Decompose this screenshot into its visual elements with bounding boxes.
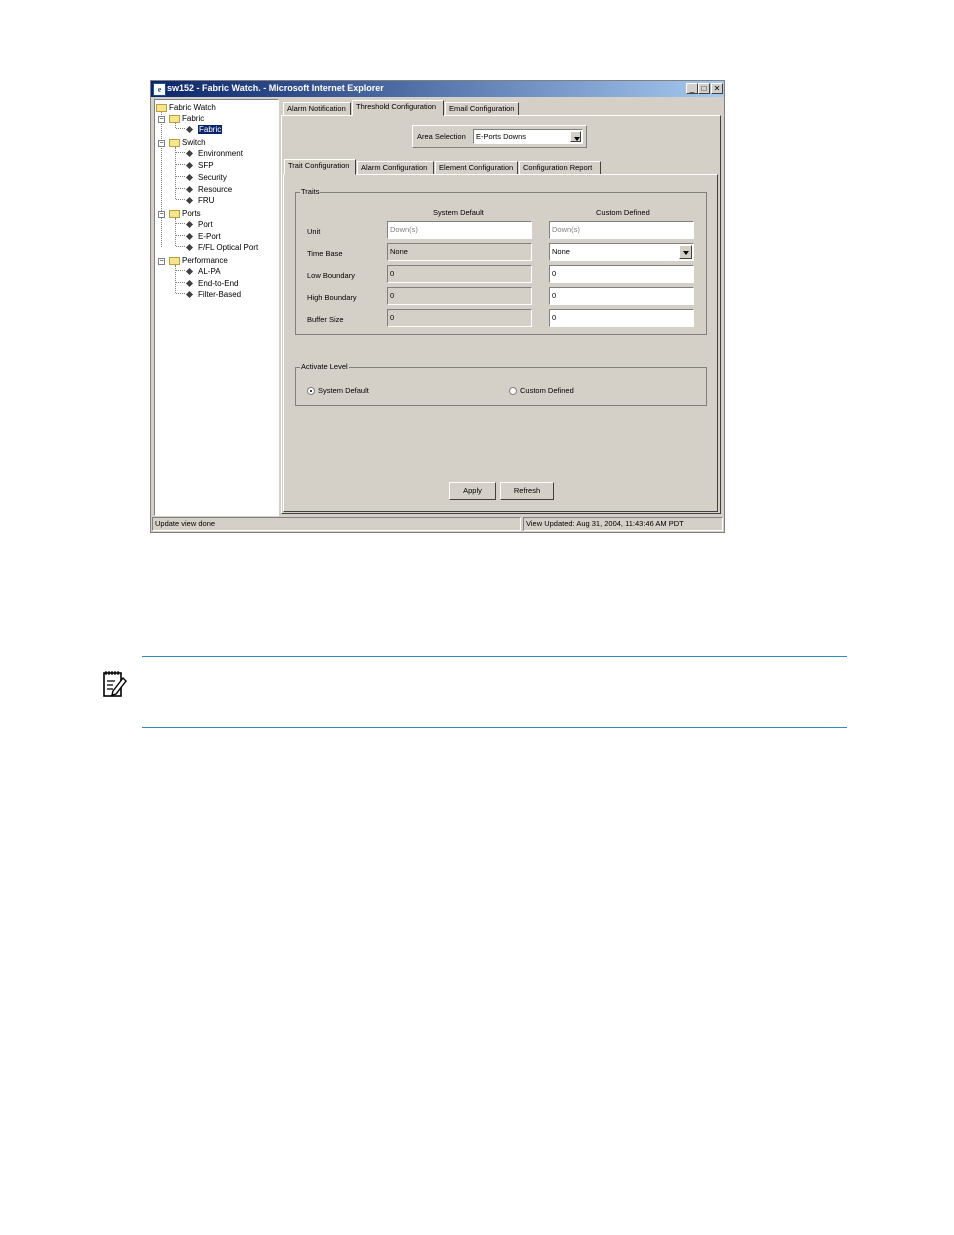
leaf-icon: [186, 186, 193, 193]
tree-item-fru[interactable]: FRU: [187, 196, 214, 206]
unit-custom-field: Down(s): [549, 221, 694, 239]
note-pencil-icon: [103, 669, 127, 699]
trait-label-unit: Unit: [307, 227, 321, 236]
tree-line: [161, 112, 162, 247]
system-default-radio[interactable]: [307, 387, 315, 395]
low-boundary-system-field: 0: [387, 265, 532, 283]
tab-configuration-report[interactable]: Configuration Report: [519, 161, 601, 175]
folder-icon: [169, 139, 180, 147]
area-selection-label: Area Selection: [417, 132, 466, 141]
tree-line: [176, 164, 185, 165]
buffer-size-system-field: 0: [387, 309, 532, 327]
window-title: sw152 - Fabric Watch. - Microsoft Internet Explorer: [167, 83, 384, 93]
tree-line: [176, 235, 185, 236]
collapse-icon[interactable]: −: [159, 211, 164, 218]
close-button[interactable]: ✕: [711, 83, 723, 94]
tab-threshold-configuration[interactable]: Threshold Configuration: [352, 100, 444, 116]
note-bottom-rule: [142, 727, 847, 728]
chevron-down-icon[interactable]: [679, 245, 692, 259]
trait-label-low-boundary: Low Boundary: [307, 271, 355, 280]
tree-line: [176, 246, 185, 247]
time-base-custom-value: None: [552, 247, 570, 256]
traits-group-title: Traits: [301, 187, 320, 196]
unit-system-field: Down(s): [387, 221, 532, 239]
chevron-down-icon[interactable]: [570, 131, 581, 142]
leaf-icon: [186, 280, 193, 287]
area-selection-dropdown[interactable]: [473, 129, 583, 144]
tree-group-ports[interactable]: Ports: [169, 209, 201, 219]
high-boundary-system-field: 0: [387, 287, 532, 305]
leaf-icon: [186, 221, 193, 228]
leaf-icon: [186, 233, 193, 240]
trait-label-high-boundary: High Boundary: [307, 293, 357, 302]
system-default-header: System Default: [433, 208, 484, 217]
activate-level-title: Activate Level: [301, 362, 348, 371]
leaf-icon: [186, 126, 193, 133]
custom-defined-radio[interactable]: [509, 387, 517, 395]
trait-label-time-base: Time Base: [307, 249, 343, 258]
activate-level-group: [295, 362, 707, 406]
tree-line: [176, 176, 185, 177]
tree-item-f-fl-optical-port[interactable]: F/FL Optical Port: [187, 243, 258, 253]
tree-line: [175, 147, 176, 199]
leaf-icon: [186, 174, 193, 181]
tree-line: [176, 128, 185, 129]
traits-group: [295, 187, 707, 335]
maximize-button[interactable]: □: [698, 83, 710, 94]
tree-group-performance[interactable]: Performance: [169, 256, 228, 266]
collapse-icon[interactable]: −: [159, 140, 164, 147]
tree-item-resource[interactable]: Resource: [187, 185, 232, 195]
tab-alarm-configuration[interactable]: Alarm Configuration: [357, 161, 434, 175]
custom-defined-radio-label[interactable]: Custom Defined: [520, 386, 574, 395]
tree-group-switch[interactable]: Switch: [169, 138, 206, 148]
folder-icon: [169, 115, 180, 123]
folder-icon: [156, 104, 167, 112]
threshold-panel: [281, 115, 721, 514]
note-top-rule: [142, 656, 847, 657]
buffer-size-custom-input[interactable]: 0: [549, 309, 694, 327]
low-boundary-custom-input[interactable]: 0: [549, 265, 694, 283]
collapse-icon[interactable]: −: [159, 258, 164, 265]
tree-line: [176, 188, 185, 189]
status-text: Update view done: [152, 517, 521, 531]
collapse-icon[interactable]: −: [159, 116, 164, 123]
tree-item-e-port[interactable]: E-Port: [187, 232, 221, 242]
tree-line: [176, 199, 185, 200]
minimize-button[interactable]: _: [686, 83, 698, 94]
trait-configuration-panel: [283, 174, 718, 512]
ie-icon: e: [153, 83, 166, 96]
tree-item-port[interactable]: Port: [187, 220, 213, 230]
title-bar: [151, 81, 724, 97]
tree-group-fabric[interactable]: Fabric: [169, 114, 204, 124]
tree-line: [176, 282, 185, 283]
tree-line: [176, 270, 185, 271]
tab-element-configuration[interactable]: Element Configuration: [435, 161, 518, 175]
folder-icon: [169, 210, 180, 218]
tab-alarm-notification[interactable]: Alarm Notification: [283, 102, 351, 116]
browser-window: [150, 80, 725, 533]
leaf-icon: [186, 197, 193, 204]
tree-item-fabric[interactable]: Fabric: [187, 125, 222, 135]
tree-line: [176, 152, 185, 153]
leaf-icon: [186, 150, 193, 157]
leaf-icon: [186, 268, 193, 275]
tree-item-sfp[interactable]: SFP: [187, 161, 214, 171]
folder-icon: [169, 257, 180, 265]
navigation-tree: [154, 99, 279, 516]
time-base-system-field: None: [387, 243, 532, 261]
status-view-updated: View Updated: Aug 31, 2004, 11:43:46 AM PDT: [523, 517, 723, 531]
tree-item-end-to-end[interactable]: End-to-End: [187, 279, 238, 289]
area-selection-value: E-Ports Downs: [476, 132, 527, 141]
tree-item-al-pa[interactable]: AL-PA: [187, 267, 221, 277]
system-default-radio-label[interactable]: System Default: [318, 386, 369, 395]
tree-line: [176, 223, 185, 224]
tab-trait-configuration[interactable]: Trait Configuration: [284, 159, 356, 175]
leaf-icon: [186, 244, 193, 251]
trait-label-buffer-size: Buffer Size: [307, 315, 344, 324]
time-base-custom-dropdown[interactable]: [549, 243, 694, 261]
custom-defined-header: Custom Defined: [596, 208, 650, 217]
tree-item-environment[interactable]: Environment: [187, 149, 243, 159]
leaf-icon: [186, 162, 193, 169]
leaf-icon: [186, 291, 193, 298]
tree-item-security[interactable]: Security: [187, 173, 227, 183]
tree-root[interactable]: Fabric Watch: [156, 103, 216, 113]
tab-email-configuration[interactable]: Email Configuration: [445, 102, 519, 116]
tree-item-filter-based[interactable]: Filter-Based: [187, 290, 241, 300]
high-boundary-custom-input[interactable]: 0: [549, 287, 694, 305]
refresh-button[interactable]: Refresh: [500, 482, 554, 500]
area-selection-box: [412, 125, 587, 148]
tree-line: [176, 293, 185, 294]
apply-button[interactable]: Apply: [449, 482, 496, 500]
